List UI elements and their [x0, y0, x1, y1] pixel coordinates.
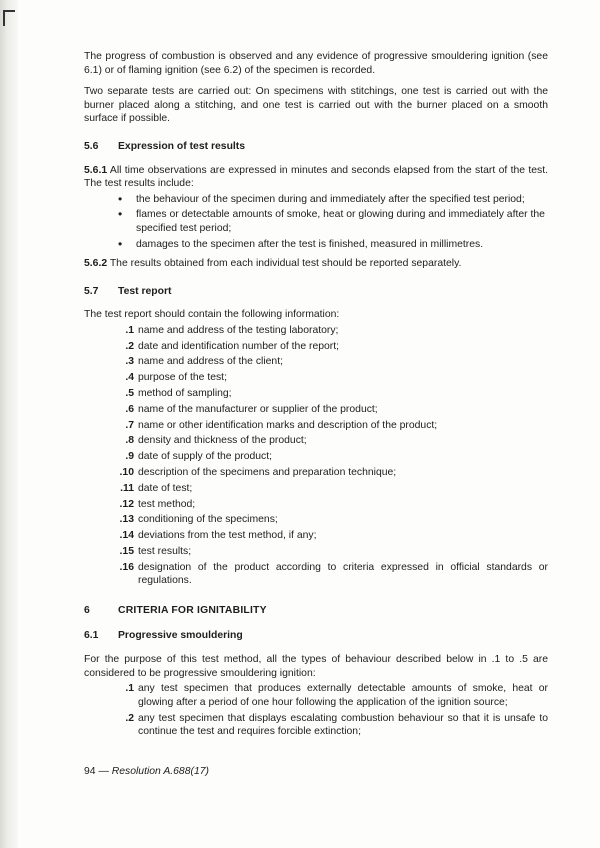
item-number: .15 — [119, 545, 134, 557]
numbered-item — [84, 355, 548, 369]
numbered-item — [84, 419, 548, 433]
item-number: .12 — [119, 498, 134, 510]
item-text: test results; — [138, 545, 192, 557]
item-number: .1 — [125, 683, 134, 695]
numbered-item — [84, 712, 548, 739]
resolution-reference: Resolution A.688(17) — [111, 766, 209, 777]
item-text: density and thickness of the product; — [138, 435, 307, 447]
bullet-icon: • — [118, 236, 123, 251]
corner-mark — [3, 10, 15, 26]
item-text: name or other identification marks and description of the product; — [138, 419, 438, 431]
item-text: name of the manufacturer or supplier of the product; — [138, 403, 378, 415]
item-text: date of test; — [138, 482, 193, 494]
numbered-item — [84, 561, 548, 588]
page-footer — [84, 766, 209, 777]
bullet-text: damages to the specimen after the test is finished, measured in millimetres. — [136, 238, 484, 250]
paragraph-progress: The progress of combustion is observed and any evidence of progressive smouldering ignition (see 6.1) or of flaming ignition (see 6.2) of the specimen is recorded. — [84, 51, 548, 76]
numbered-item — [84, 434, 548, 448]
item-number: .5 — [125, 388, 134, 400]
heading-number: 5.7 — [84, 285, 99, 297]
paragraph-two-tests: Two separate tests are carried out: On specimens with stitchings, one test is carried out with the burner placed along a stitching, and one test is carried out with the burner placed on a smooth surface if possible. — [84, 86, 548, 125]
numbered-item — [84, 403, 548, 417]
item-text: designation of the product according to criteria expressed in official standards or regulations. — [138, 561, 548, 587]
item-number: .7 — [125, 419, 134, 431]
clause-number: 5.6.2 — [84, 258, 108, 270]
numbered-item — [84, 498, 548, 512]
item-text: name and address of the testing laboratory; — [138, 324, 339, 336]
numbered-item — [84, 371, 548, 385]
numbered-item — [84, 482, 548, 496]
heading-title: Progressive smouldering — [118, 630, 243, 642]
heading-number: 5.6 — [84, 140, 99, 152]
page-spine-shadow — [0, 0, 18, 848]
numbered-item — [84, 324, 548, 338]
item-number: .13 — [119, 514, 134, 526]
heading-title: CRITERIA FOR IGNITABILITY — [118, 604, 267, 616]
numbered-item — [84, 682, 548, 709]
document-body — [84, 50, 548, 745]
clause-text: The results obtained from each individual test should be reported separately. — [109, 258, 462, 270]
item-number: .14 — [119, 530, 134, 542]
bullet-icon: • — [118, 191, 123, 206]
numbered-item — [84, 450, 548, 464]
item-number: .11 — [120, 482, 134, 494]
numbered-item — [84, 466, 548, 480]
paragraph-5-6-1 — [84, 164, 548, 191]
heading-5-7 — [84, 285, 548, 299]
numbered-item — [84, 545, 548, 559]
item-number: .10 — [119, 466, 134, 478]
smouldering-items-list — [84, 682, 548, 739]
item-text: date of supply of the product; — [138, 451, 273, 463]
item-number: .16 — [119, 561, 134, 573]
clause-number: 5.6.1 — [84, 164, 108, 176]
heading-title: Expression of test results — [118, 140, 246, 152]
bullet-item — [84, 193, 548, 207]
numbered-item — [84, 513, 548, 527]
item-text: method of sampling; — [138, 388, 232, 400]
heading-5-6 — [84, 140, 548, 154]
bullet-item — [84, 238, 548, 252]
heading-number: 6.1 — [84, 630, 99, 642]
item-number: .8 — [125, 435, 134, 447]
item-number: .3 — [125, 356, 134, 368]
bullet-text: flames or detectable amounts of smoke, heat or glowing during and immediately after the specified test period; — [136, 209, 545, 234]
item-text: description of the specimens and preparation technique; — [138, 466, 397, 478]
results-bullet-list — [84, 193, 548, 251]
bullet-item — [84, 208, 548, 235]
heading-6 — [84, 604, 548, 618]
paragraph-report-lead: The test report should contain the following information: — [84, 309, 340, 321]
item-number: .4 — [125, 372, 134, 384]
item-number: .6 — [125, 403, 134, 415]
heading-title: Test report — [118, 285, 172, 297]
item-text: date and identification number of the report; — [138, 340, 340, 352]
heading-6-1 — [84, 629, 548, 643]
bullet-icon: • — [118, 207, 123, 222]
paragraph-5-6-2 — [84, 257, 548, 271]
item-text: any test specimen that displays escalating combustion behaviour so that it is unsafe to continue the test and requires forcible extinction; — [138, 712, 548, 738]
item-text: conditioning of the specimens; — [138, 514, 278, 526]
item-text: deviations from the test method, if any; — [138, 530, 317, 542]
item-number: .2 — [125, 712, 134, 724]
item-text: name and address of the client; — [138, 356, 283, 368]
item-number: .1 — [125, 324, 134, 336]
item-number: .2 — [125, 340, 134, 352]
paragraph-smouldering-lead: For the purpose of this test method, all the types of behaviour described below in .1 to .5 are considered to be progressive smouldering ignition: — [84, 654, 548, 679]
numbered-item — [84, 387, 548, 401]
item-text: test method; — [138, 498, 196, 510]
page-number: 94 — [84, 766, 96, 777]
numbered-item — [84, 529, 548, 543]
item-number: .9 — [125, 451, 134, 463]
report-items-list — [84, 324, 548, 588]
clause-text: All time observations are expressed in minutes and seconds elapsed from the start of the test. The test results include: — [84, 164, 548, 190]
footer-dash: — — [98, 766, 109, 777]
bullet-text: the behaviour of the specimen during and immediately after the specified test period; — [136, 193, 525, 205]
numbered-item — [84, 340, 548, 354]
heading-number: 6 — [84, 604, 90, 616]
item-text: any test specimen that produces externally detectable amounts of smoke, heat or glowing after a period of one hour following the application of the ignition source; — [138, 683, 548, 708]
item-text: purpose of the test; — [138, 372, 227, 384]
